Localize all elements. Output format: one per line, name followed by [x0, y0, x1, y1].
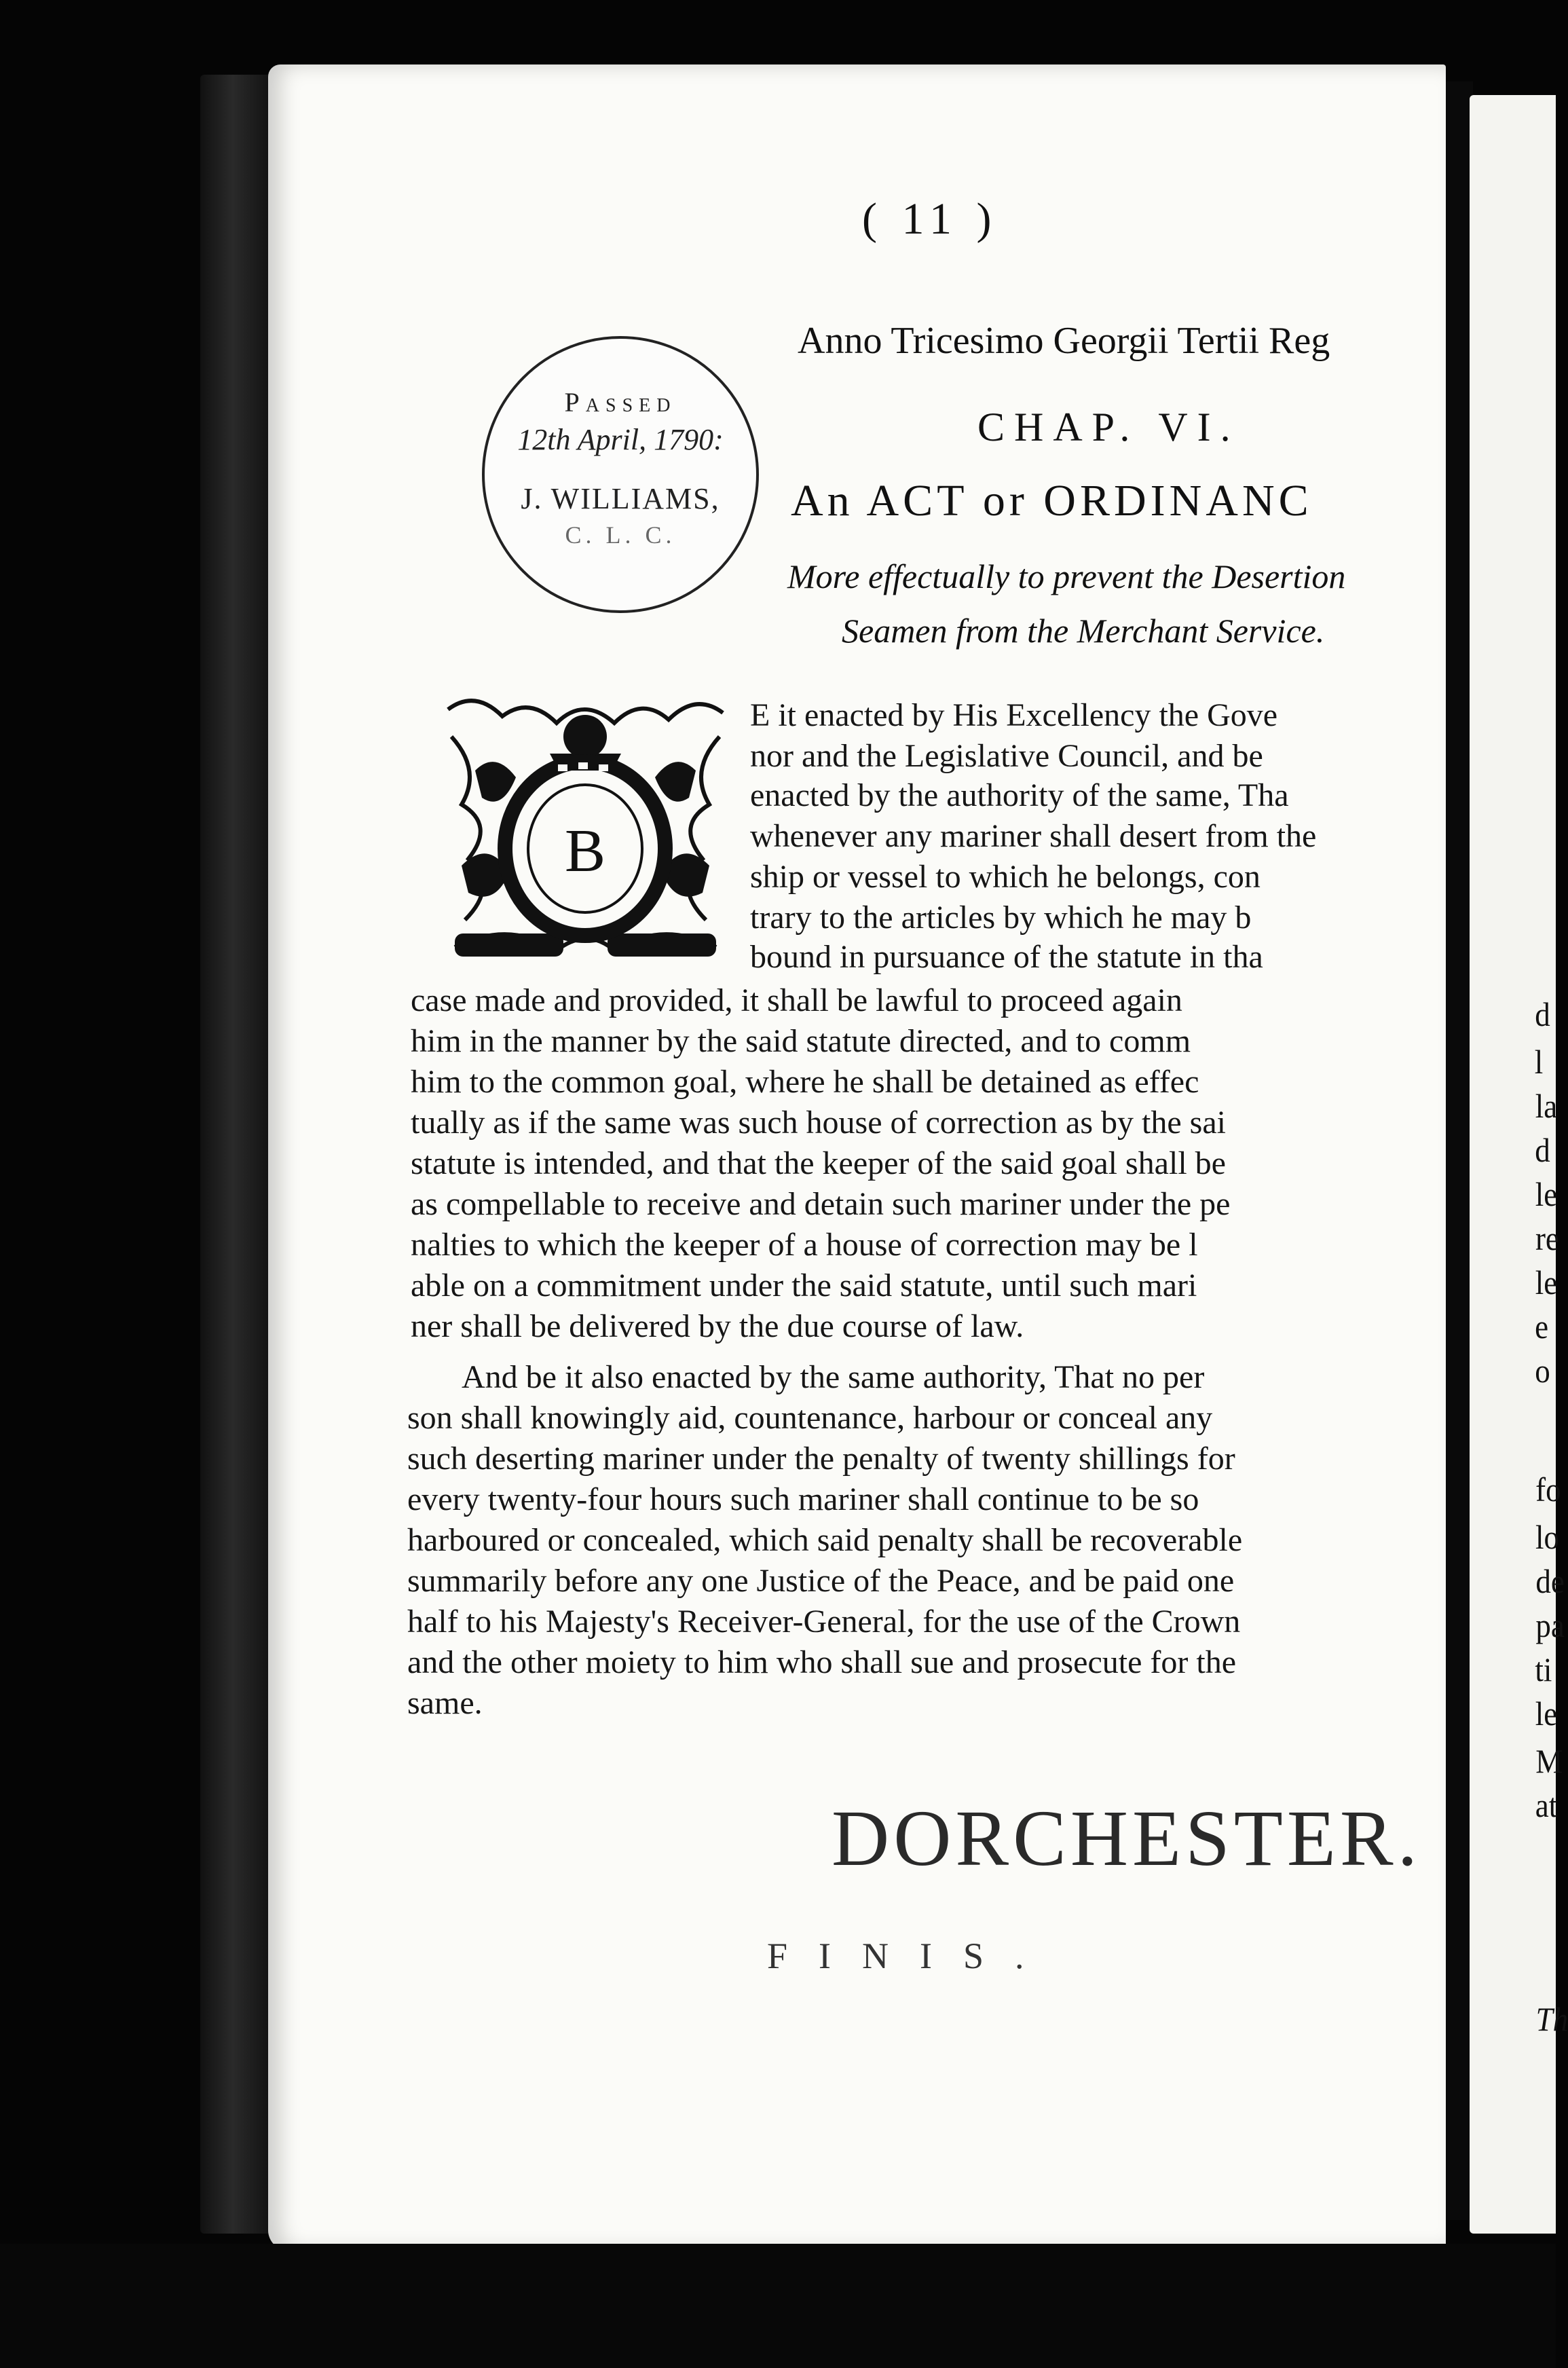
- body-line: enacted by the authority of the same, Tha: [750, 777, 1289, 813]
- body-line: him in the manner by the said statute directed, and to comm: [411, 1023, 1191, 1059]
- signature-dorchester: DORCHESTER.: [832, 1794, 1422, 1883]
- act-title: An ACT or ORDINANC: [791, 476, 1313, 525]
- facing-fragment: e: [1535, 1308, 1549, 1346]
- stamp-clerk: J. WILLIAMS,: [521, 482, 720, 515]
- stamp-passed: Passed: [564, 387, 677, 418]
- body-line: nor and the Legislative Council, and be: [750, 738, 1263, 774]
- facing-fragment: pa: [1535, 1606, 1565, 1644]
- facing-fragment: Th: [1535, 2000, 1568, 2038]
- facing-fragment: fo: [1535, 1470, 1561, 1509]
- body-line: and the other moiety to him who shall sue and prosecute for the: [407, 1644, 1237, 1680]
- body-line: same.: [407, 1685, 483, 1721]
- body-line: ship or vessel to which he belongs, con: [750, 859, 1261, 895]
- body-line: E it enacted by His Excellency the Gove: [750, 697, 1278, 733]
- act-subtitle-line-2: Seamen from the Merchant Service.: [842, 612, 1325, 650]
- facing-fragment: la: [1535, 1087, 1558, 1125]
- facing-fragment: at: [1535, 1786, 1558, 1824]
- body-line: nalties to which the keeper of a house of correction may be l: [411, 1227, 1198, 1263]
- body-line: tually as if the same was such house of correction as by the sai: [411, 1105, 1226, 1141]
- facing-fragment: le: [1535, 1695, 1558, 1733]
- facing-fragment: d: [1535, 1131, 1550, 1169]
- body-line: such deserting mariner under the penalty of twenty shillings for: [407, 1441, 1235, 1477]
- facing-fragment: M: [1535, 1742, 1563, 1780]
- body-line: half to his Majesty's Receiver-General, for the use of the Crown: [407, 1604, 1241, 1640]
- page-number: ( 11 ): [862, 194, 998, 244]
- facing-fragment: le: [1535, 1263, 1558, 1301]
- body-line: statute is intended, and that the keeper of the said goal shall be: [411, 1145, 1226, 1181]
- regnal-year: Anno Tricesimo Georgii Tertii Reg: [798, 320, 1330, 362]
- body-line: able on a commitment under the said statute, until such mari: [411, 1268, 1197, 1303]
- finis: FINIS.: [767, 1936, 1056, 1976]
- act-subtitle-line-1: More effectually to prevent the Desertion: [787, 557, 1346, 595]
- body-line: every twenty-four hours such mariner shall continue to be so: [407, 1481, 1199, 1517]
- facing-fragment: le: [1535, 1175, 1558, 1213]
- body-line: as compellable to receive and detain such mariner under the pe: [411, 1186, 1231, 1222]
- facing-fragment: lo: [1535, 1518, 1559, 1556]
- body-line: ner shall be delivered by the due course of law.: [411, 1308, 1024, 1344]
- body-line: him to the common goal, where he shall be detained as effec: [411, 1064, 1199, 1100]
- body-line: son shall knowingly aid, countenance, harbour or conceal any: [407, 1400, 1213, 1436]
- body-line: And be it also enacted by the same authority, That no per: [462, 1359, 1205, 1395]
- facing-fragment: d: [1535, 995, 1550, 1033]
- body-line: trary to the articles by which he may b: [750, 900, 1252, 936]
- body-line: bound in pursuance of the statute in tha: [750, 939, 1263, 975]
- drop-cap-letter: B: [564, 817, 606, 885]
- body-line: harboured or concealed, which said penalty shall be recoverable: [407, 1522, 1243, 1558]
- facing-fragment: de: [1535, 1562, 1565, 1600]
- facing-fragment: l: [1534, 1043, 1544, 1081]
- stamp-title: C. L. C.: [565, 521, 676, 549]
- body-line: case made and provided, it shall be lawful to proceed again: [411, 982, 1182, 1018]
- facing-fragment: ti: [1535, 1650, 1552, 1688]
- body-line: whenever any mariner shall desert from the: [750, 818, 1317, 854]
- stamp-date: 12th April, 1790:: [517, 423, 724, 456]
- facing-fragment: o: [1535, 1352, 1550, 1390]
- facing-fragment: re: [1535, 1219, 1559, 1257]
- body-line: summarily before any one Justice of the Peace, and be paid one: [407, 1563, 1235, 1599]
- chapter-heading: CHAP. VI.: [977, 405, 1240, 449]
